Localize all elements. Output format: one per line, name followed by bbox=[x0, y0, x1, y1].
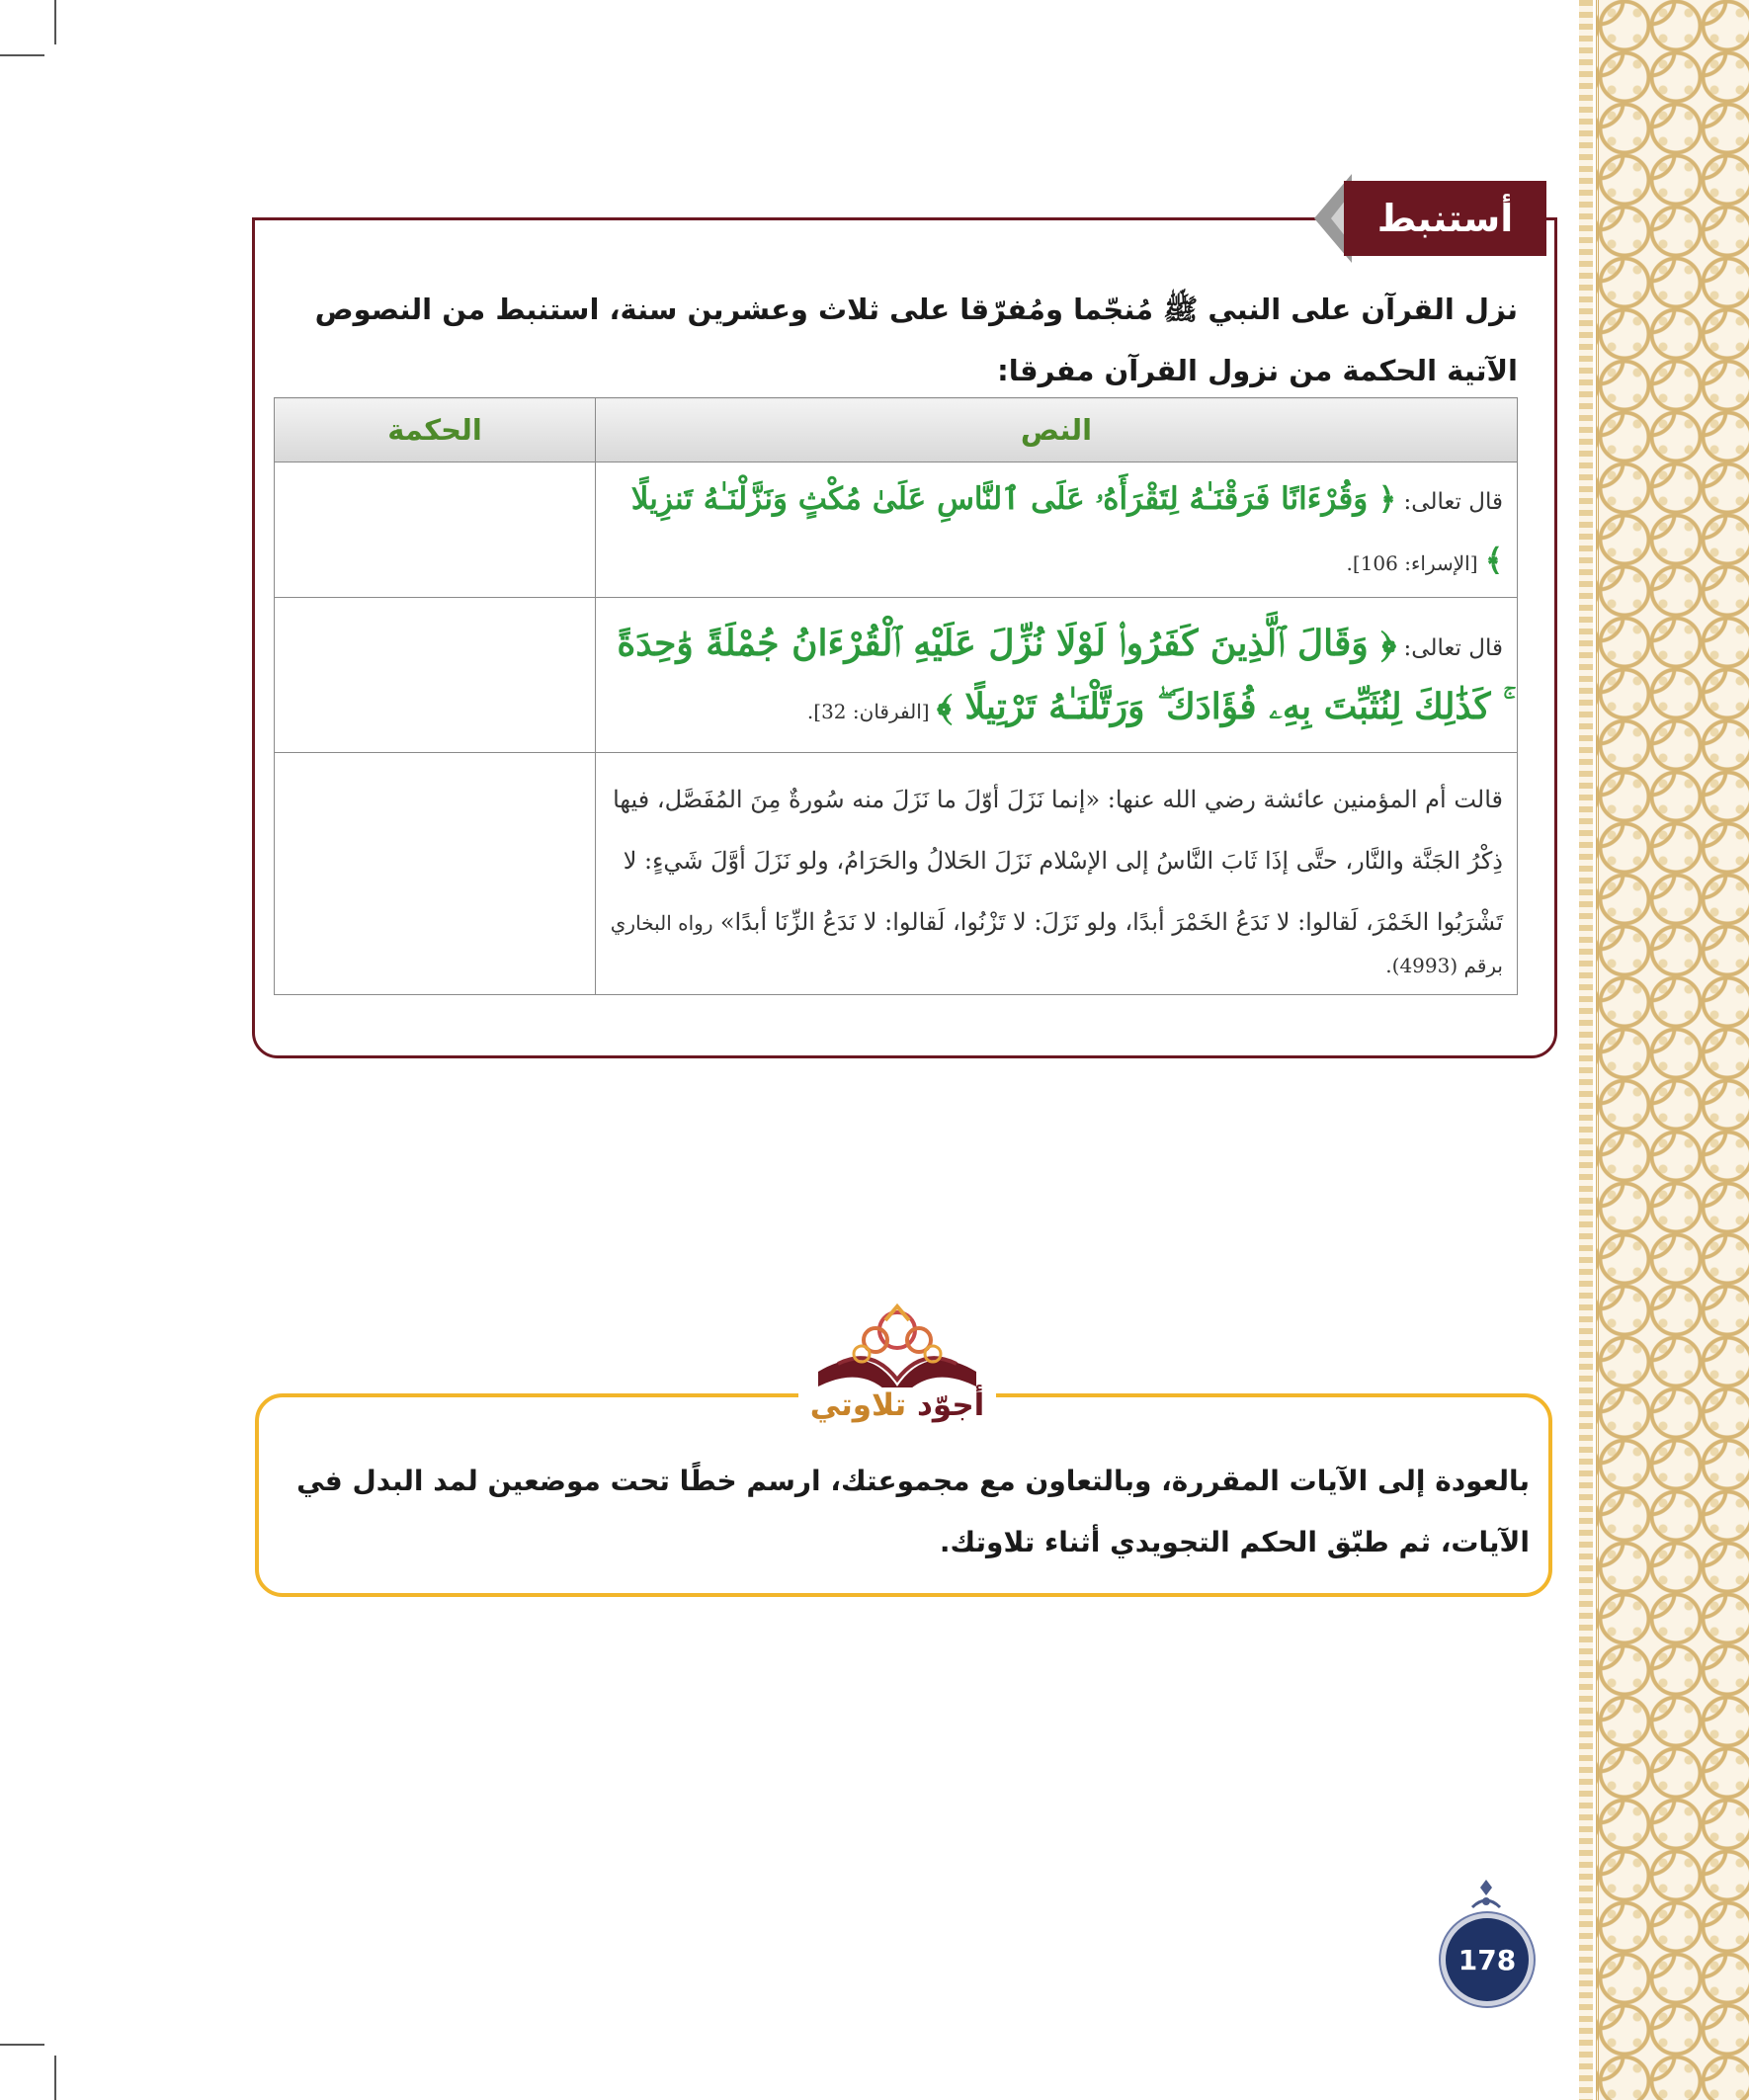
crop-mark bbox=[54, 2056, 56, 2100]
ayah-ref: [الإسراء: 106]. bbox=[1346, 551, 1478, 575]
page-number: 178 bbox=[1441, 1913, 1534, 2006]
text-cell bbox=[596, 753, 1518, 995]
tilawa-title-word2: تلاوتي bbox=[809, 1387, 907, 1423]
qol-label: قال تعالى: bbox=[1403, 635, 1503, 661]
table-row bbox=[275, 598, 1518, 753]
wisdom-cell[interactable] bbox=[275, 753, 596, 995]
header-wisdom: الحكمة bbox=[275, 398, 596, 462]
texts-table bbox=[274, 397, 1518, 995]
ayah-text: ﴿ وَقُرْءَانًا فَرَقْنَـٰهُ لِتَقْرَأَهُۥ عَلَى ٱلنَّاسِ عَلَىٰ مُكْثٍ وَنَزَّلْنَـٰهُ تَنزِيلًا ﴾ bbox=[630, 481, 1503, 578]
table-row bbox=[275, 462, 1518, 598]
decorative-border bbox=[1596, 0, 1749, 2100]
wisdom-cell[interactable] bbox=[275, 598, 596, 753]
text-cell bbox=[596, 598, 1518, 753]
tilawa-body: بالعودة إلى الآيات المقررة، وبالتعاون مع مجموعتك، ارسم خطًا تحت موضعين لمد البدل في الآيات، ثم طبّق الحكم التجويدي أثناء تلاوتك. bbox=[296, 1465, 1530, 1558]
hadith-ref: رواه البخاري برقم (4993). bbox=[610, 911, 1503, 977]
qol-label: قال تعالى: bbox=[1403, 489, 1503, 515]
text-cell bbox=[596, 462, 1518, 598]
wisdom-cell[interactable] bbox=[275, 462, 596, 598]
crop-mark bbox=[0, 2044, 44, 2046]
ornament-strip bbox=[1579, 0, 1593, 2100]
crest-icon bbox=[1466, 1878, 1506, 1913]
ayah-ref: [الفرقان: 32]. bbox=[806, 700, 930, 723]
crop-mark bbox=[0, 54, 44, 56]
istanbit-intro: نزل القرآن على النبي ﷺ مُنجّما ومُفرّقا على ثلاث وعشرين سنة، استنبط من النصوص الآتية الحكمة من نزول القرآن مفرقا: bbox=[314, 293, 1518, 387]
table-row bbox=[275, 753, 1518, 995]
tilawa-title bbox=[798, 1387, 996, 1423]
istanbit-tag: أستنبط bbox=[1344, 181, 1546, 256]
hadith-text: قالت أم المؤمنين عائشة رضي الله عنها: «إنما نَزَلَ أوّلَ ما نَزَلَ منه سُورةٌ مِنَ المُفَصَّل، فيها ذِكْرُ الجَنَّة والنَّار، حتَّى إذَا ثَابَ النَّاسُ إلى الإسْلام نَزَلَ الحَلالُ والحَرَامُ، ولو نَزَلَ أوَّلَ شَيءٍ: لا تَشْرَبُوا الخَمْرَ، لَقالوا: لا نَدَعُ الخَمْرَ أبدًا، ولو نَزَلَ: لا تَزْنُوا، لَقالوا: لا نَدَعُ الزِّنَا أبدًا» bbox=[613, 786, 1503, 936]
tilawa-title-word1: أجوّد bbox=[916, 1387, 985, 1423]
crop-mark bbox=[54, 0, 56, 44]
table-header-row bbox=[275, 398, 1518, 462]
ayah-text: ﴿ وَقَالَ ٱلَّذِينَ كَفَرُوا۟ لَوْلَا نُزِّلَ عَلَيْهِ ٱلْقُرْءَانُ جُمْلَةً وَٰحِدَةً ۚ كَذَٰلِكَ لِنُثَبِّتَ بِهِۦ فُؤَادَكَ ۖ وَرَتَّلْنَـٰهُ تَرْتِيلًا ﴾ bbox=[617, 623, 1503, 727]
header-text: النص bbox=[596, 398, 1518, 462]
